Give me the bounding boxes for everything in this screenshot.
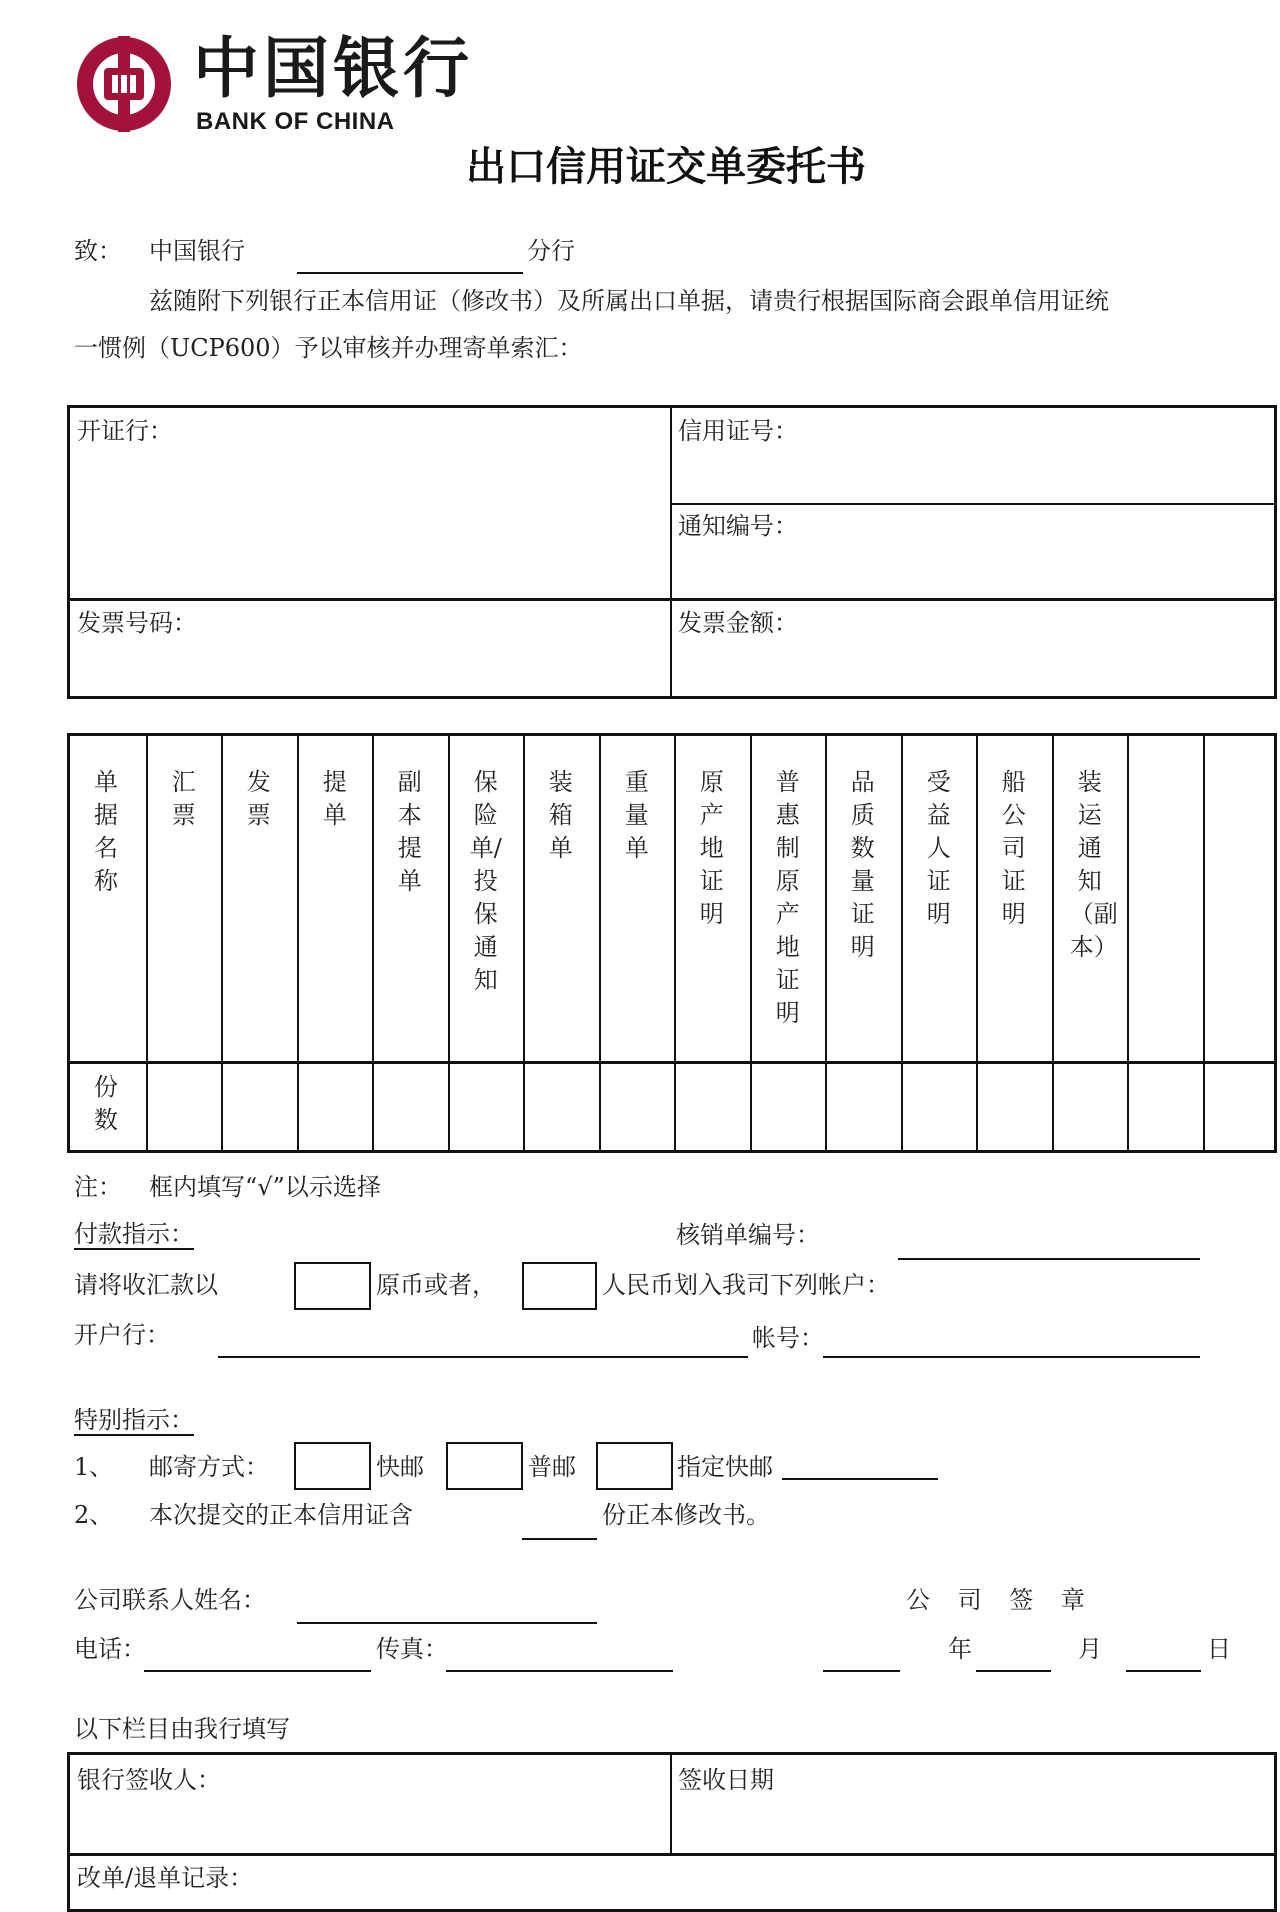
original-currency-label: 原币或者， [376, 1271, 496, 1299]
doc-count-cell[interactable] [1205, 1064, 1277, 1150]
logo-chinese-name: 中国银行 [193, 29, 473, 107]
note-text: 框内填写“√”以示选择 [149, 1173, 381, 1201]
bank-receiver-field[interactable]: 银行签收人： [77, 1766, 221, 1794]
issuing-bank-field[interactable]: 开证行： [77, 417, 173, 445]
doc-count-cell[interactable] [223, 1064, 295, 1150]
account-number-field[interactable] [823, 1356, 1200, 1358]
payment-line-prefix: 请将收汇款以 [74, 1271, 218, 1299]
regular-mail-checkbox[interactable] [446, 1442, 523, 1490]
intro-line-2: 一惯例（UCP600）予以审核并办理寄单索汇： [74, 334, 583, 362]
document-title: 出口信用证交单委托书 [466, 143, 866, 190]
doc-count-cell[interactable] [1129, 1064, 1201, 1150]
verification-number-field[interactable] [898, 1258, 1200, 1260]
doc-count-cell[interactable] [525, 1064, 597, 1150]
designated-express-checkbox[interactable] [596, 1442, 673, 1490]
doc-count-cell[interactable] [978, 1064, 1050, 1150]
item2-suffix: 份正本修改书。 [602, 1501, 770, 1529]
day-field[interactable] [1126, 1670, 1201, 1672]
doc-count-cell[interactable] [827, 1064, 899, 1150]
payment-heading: 付款指示： [74, 1220, 194, 1248]
logo-english-name: BANK OF CHINA [196, 108, 395, 135]
doc-column-header: 副本提单 [397, 768, 422, 895]
bank-account-field[interactable] [218, 1356, 748, 1358]
contact-name-label: 公司联系人姓名： [74, 1586, 266, 1614]
doc-column-header: 保险单/投保通知 [469, 768, 502, 994]
year-label: 年 [948, 1635, 972, 1663]
doc-column-header: 普惠制原产地证明 [775, 768, 800, 1027]
doc-column-header: 重量单 [624, 768, 649, 862]
doc-column-header: 装运通知（副本） [1069, 768, 1118, 961]
verification-number-label: 核销单编号： [676, 1221, 820, 1249]
receive-date-field[interactable]: 签收日期 [678, 1766, 774, 1794]
bank-account-label: 开户行： [74, 1321, 170, 1349]
rmb-checkbox[interactable] [522, 1262, 597, 1310]
lc-info-table [67, 405, 1277, 699]
bank-section-heading: 以下栏目由我行填写 [74, 1715, 290, 1743]
doc-column-header: 汇票 [171, 768, 196, 829]
designated-express-label: 指定快邮 [677, 1453, 773, 1481]
doc-count-cell[interactable] [903, 1064, 975, 1150]
note-label: 注： [74, 1173, 122, 1201]
fax-label: 传真： [376, 1635, 448, 1663]
doc-count-cell[interactable] [374, 1064, 446, 1150]
doc-count-cell[interactable] [752, 1064, 824, 1150]
special-heading: 特别指示： [74, 1406, 194, 1434]
designated-express-field[interactable] [782, 1478, 938, 1480]
day-label: 日 [1207, 1635, 1231, 1663]
item1-number: 1、 [74, 1453, 114, 1481]
bank-name: 中国银行 [149, 237, 245, 265]
doc-column-header: 受益人证明 [926, 768, 951, 928]
doc-count-cell[interactable] [148, 1064, 220, 1150]
doc-column-header: 品质数量证明 [850, 768, 875, 961]
fax-field[interactable] [446, 1670, 673, 1672]
month-field[interactable] [976, 1670, 1051, 1672]
doc-column-header: 提单 [322, 768, 347, 829]
doc-count-cell[interactable] [450, 1064, 522, 1150]
branch-name-field[interactable] [297, 272, 523, 274]
doc-column-header: 原产地证明 [699, 768, 724, 928]
row-label-count: 份数 [94, 1073, 118, 1134]
phone-field[interactable] [144, 1670, 371, 1672]
bank-use-table [67, 1752, 1277, 1912]
intro-line-1: 兹随附下列银行正本信用证（修改书）及所属出口单据，请贵行根据国际商会跟单信用证统 [149, 287, 1109, 315]
advice-number-field[interactable]: 通知编号： [678, 512, 798, 540]
item2-number: 2、 [74, 1501, 114, 1529]
original-currency-checkbox[interactable] [294, 1262, 371, 1310]
month-label: 月 [1078, 1635, 1102, 1663]
regular-mail-label: 普邮 [528, 1453, 576, 1481]
doc-count-cell[interactable] [1054, 1064, 1126, 1150]
express-checkbox[interactable] [294, 1442, 371, 1490]
doc-count-cell[interactable] [601, 1064, 673, 1150]
row-label-document-name: 单据名称 [94, 768, 118, 895]
doc-count-cell[interactable] [676, 1064, 748, 1150]
item2-text: 本次提交的正本信用证含 [149, 1501, 413, 1529]
account-number-label: 帐号： [752, 1324, 824, 1352]
lc-number-field[interactable]: 信用证号： [678, 417, 798, 445]
invoice-number-field[interactable]: 发票号码： [77, 609, 197, 637]
mailing-method-label: 邮寄方式： [149, 1453, 269, 1481]
doc-column-header: 发票 [246, 768, 271, 829]
change-return-record-field[interactable]: 改单/退单记录： [77, 1864, 254, 1892]
doc-column-header: 装箱单 [548, 768, 573, 862]
invoice-amount-field[interactable]: 发票金额： [678, 609, 798, 637]
amendment-count-field[interactable] [522, 1538, 597, 1540]
document-checklist-grid [67, 733, 1277, 1153]
contact-name-field[interactable] [297, 1622, 597, 1624]
to-label: 致： [74, 237, 122, 265]
rmb-label: 人民币划入我司下列帐户： [602, 1271, 890, 1299]
branch-suffix: 分行 [527, 237, 575, 265]
phone-label: 电话： [74, 1635, 146, 1663]
bank-of-china-logo-icon [74, 34, 174, 134]
year-field[interactable] [823, 1670, 900, 1672]
doc-column-header: 船公司证明 [1001, 768, 1026, 928]
express-label: 快邮 [376, 1453, 424, 1481]
doc-count-cell[interactable] [299, 1064, 371, 1150]
company-seal-label: 公 司 签 章 [906, 1586, 1095, 1614]
